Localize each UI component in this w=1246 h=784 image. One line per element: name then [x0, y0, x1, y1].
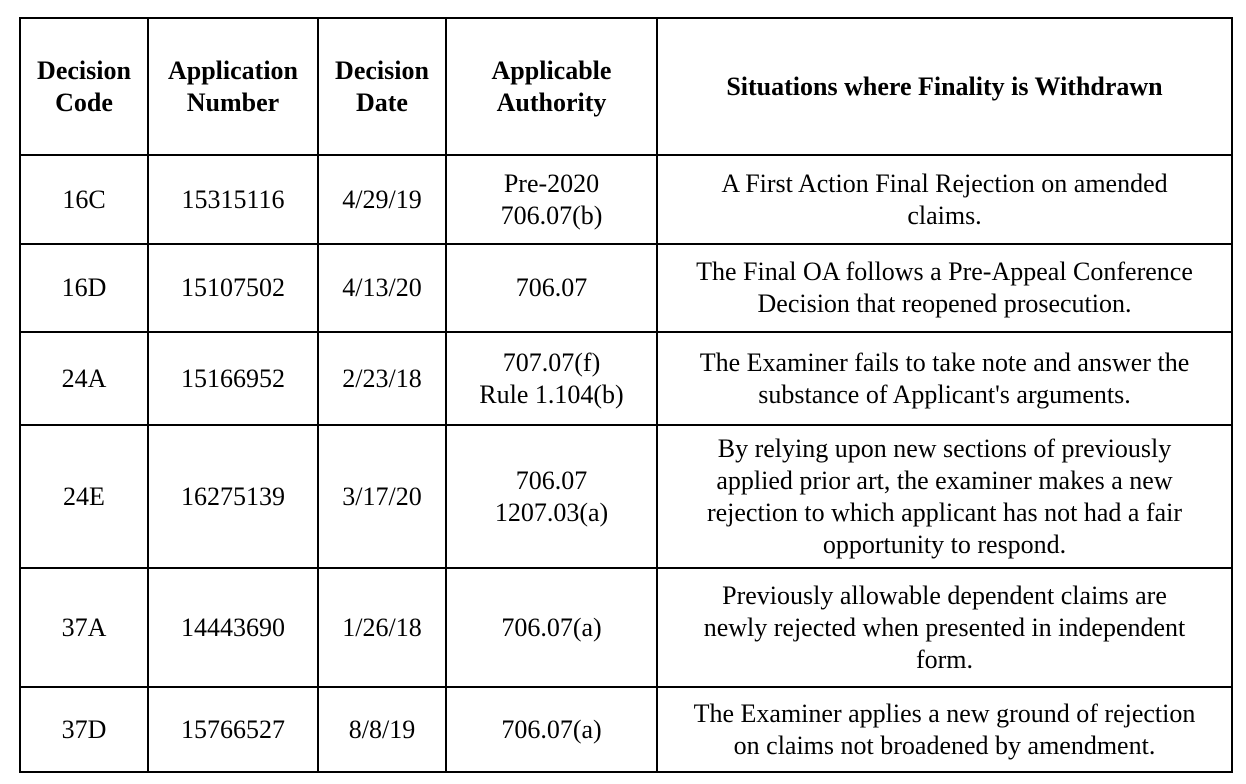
header-text: Situations where Finality is Withdrawn [726, 71, 1163, 101]
table-row [20, 332, 1232, 425]
header-decision-code [20, 18, 148, 155]
situation-line: on claims not broadened by amendment. [733, 730, 1156, 760]
cell-decision-code: 24A [20, 332, 148, 425]
table-row [20, 425, 1232, 568]
cell-applicable-authority [446, 332, 657, 425]
cell-applicable-authority [446, 568, 657, 687]
cell-decision-date: 1/26/18 [318, 568, 446, 687]
authority-line: 706.07(a) [501, 714, 602, 744]
cell-decision-date: 3/17/20 [318, 425, 446, 568]
cell-decision-date: 4/29/19 [318, 155, 446, 244]
header-text: Decision [335, 55, 429, 85]
header-text: Code [55, 87, 113, 117]
situation-line: The Examiner applies a new ground of rejection [693, 698, 1196, 728]
authority-line: Rule 1.104(b) [479, 379, 624, 409]
header-text: Date [356, 87, 408, 117]
table-row [20, 155, 1232, 244]
cell-decision-date: 4/13/20 [318, 244, 446, 332]
situation-line: The Examiner fails to take note and answer the [699, 347, 1190, 377]
cell-application-number: 15166952 [148, 332, 318, 425]
header-text: Application [167, 55, 299, 85]
cell-decision-code: 37D [20, 687, 148, 772]
cell-situation [657, 332, 1232, 425]
cell-decision-code: 16D [20, 244, 148, 332]
situation-line: A First Action Final Rejection on amended [721, 168, 1168, 198]
cell-application-number: 14443690 [148, 568, 318, 687]
cell-applicable-authority [446, 425, 657, 568]
cell-application-number: 15766527 [148, 687, 318, 772]
situation-line: Previously allowable dependent claims are [722, 580, 1167, 610]
situation-line: Decision that reopened prosecution. [757, 289, 1132, 318]
cell-decision-code: 16C [20, 155, 148, 244]
situation-line: rejection to which applicant has not had a fair [706, 497, 1183, 527]
cell-applicable-authority [446, 244, 657, 332]
cell-applicable-authority [446, 687, 657, 772]
cell-application-number: 16275139 [148, 425, 318, 568]
situation-line: The Final OA follows a Pre-Appeal Conference [696, 257, 1193, 286]
table-row [20, 244, 1232, 332]
header-situations [657, 18, 1232, 155]
authority-line: 706.07 [515, 465, 588, 495]
situation-line: newly rejected when presented in independent [703, 612, 1186, 642]
header-text: Number [186, 87, 280, 117]
cell-situation [657, 244, 1232, 332]
cell-applicable-authority [446, 155, 657, 244]
table-row [20, 687, 1232, 772]
cell-decision-code: 24E [20, 425, 148, 568]
header-decision-date [318, 18, 446, 155]
authority-line: 1207.03(a) [494, 497, 609, 527]
authority-line: Pre-2020 [503, 168, 600, 198]
header-applicable-authority [446, 18, 657, 155]
cell-application-number: 15107502 [148, 244, 318, 332]
situation-line: substance of Applicant's arguments. [758, 379, 1131, 409]
decisions-table [19, 17, 1233, 773]
authority-line: 706.07(b) [500, 200, 603, 230]
table-row [20, 568, 1232, 687]
header-application-number [148, 18, 318, 155]
cell-situation [657, 568, 1232, 687]
header-row [20, 18, 1232, 155]
authority-line: 706.07(a) [501, 612, 602, 642]
cell-application-number: 15315116 [148, 155, 318, 244]
cell-decision-date: 2/23/18 [318, 332, 446, 425]
header-text: Applicable [491, 55, 612, 85]
authority-line: 707.07(f) [502, 347, 601, 377]
situation-line: By relying upon new sections of previously [717, 433, 1172, 463]
situation-line: claims. [907, 200, 982, 230]
cell-situation [657, 425, 1232, 568]
situation-line: applied prior art, the examiner makes a new [716, 465, 1173, 495]
cell-decision-code: 37A [20, 568, 148, 687]
header-text: Decision [37, 55, 131, 85]
situation-line: opportunity to respond. [822, 529, 1067, 559]
cell-situation [657, 687, 1232, 772]
cell-decision-date: 8/8/19 [318, 687, 446, 772]
situation-line: form. [915, 644, 974, 674]
authority-line: 706.07 [515, 273, 588, 302]
cell-situation [657, 155, 1232, 244]
header-text: Authority [496, 87, 607, 117]
